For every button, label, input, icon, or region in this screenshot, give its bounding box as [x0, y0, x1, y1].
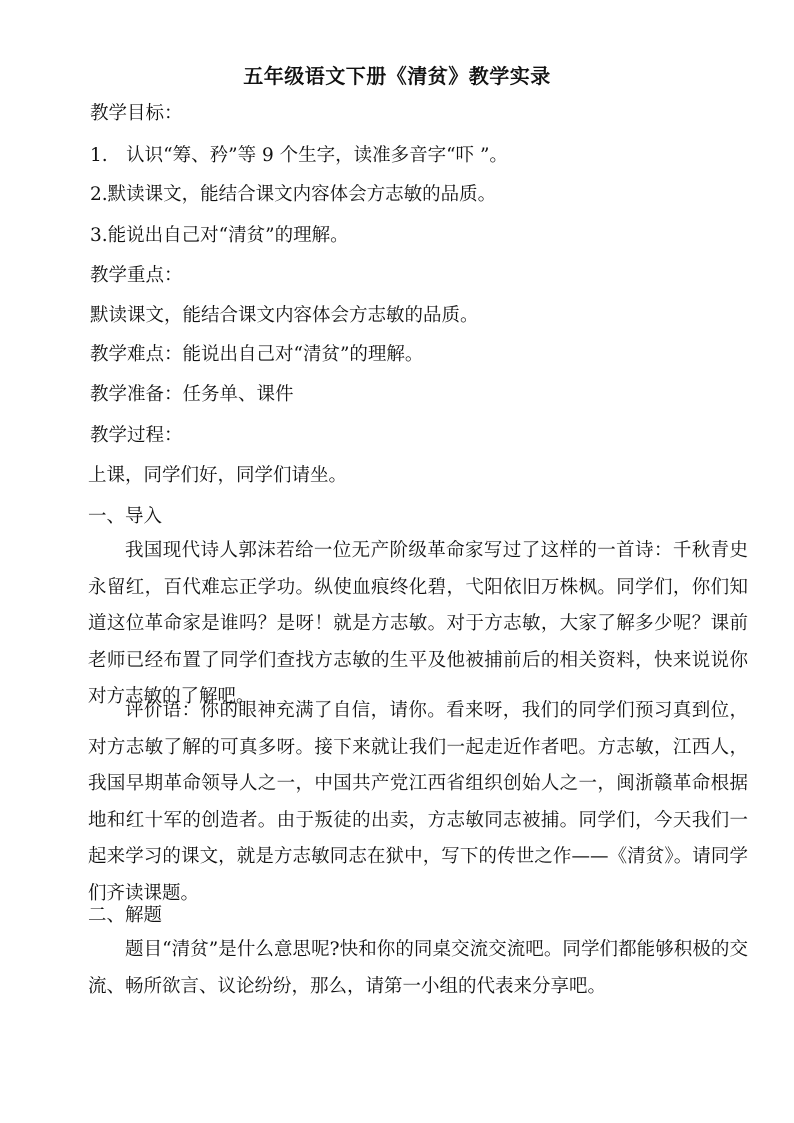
process-heading: 教学过程：	[90, 425, 183, 446]
objective-1: 1. 认识“筹、矜”等 9 个生字，读准多音字“吓 ”。	[90, 145, 508, 166]
objective-2: 2.默读课文，能结合课文内容体会方志敏的品质。	[90, 184, 497, 205]
evaluation-paragraph: 评价语：你的眼神充满了自信，请你。看来呀，我们的同学们预习真到位，对方志敏了解的可真多呀。接下来就让我们一起走近作者吧。方志敏，江西人，我国早期革命领导人之一，中国共产党江西省组织创始人之一，闽浙赣革命根据地和红十军的创造者。由于叛徒的出卖，方志敏同志被捕。同学们，今天我们一起来学习的课文，就是方志敏同志在狱中，写下的传世之作——《清贫》。请同学们齐读课题。	[88, 700, 748, 904]
objectives-heading: 教学目标：	[90, 103, 183, 124]
section-1-heading: 一、导入	[88, 506, 163, 527]
greeting-line: 上课，同学们好，同学们请坐。	[88, 465, 348, 486]
document-title: 五年级语文下册《清贫》教学实录	[243, 64, 551, 88]
section-2-heading: 二、解题	[88, 905, 163, 926]
difficulty-line: 教学难点：能说出自己对“清贫”的理解。	[90, 344, 424, 365]
intro-paragraph: 我国现代诗人郭沫若给一位无产阶级革命家写过了这样的一首诗：千秋青史永留红，百代难忘正学功。纵使血痕终化碧，弋阳依旧万株枫。同学们，你们知道这位革命家是谁吗？是呀！就是方志敏。对于方志敏，大家了解多少呢？课前老师已经布置了同学们查找方志敏的生平及他被捕前后的相关资料，快来说说你对方志敏的了解吧。	[88, 540, 748, 707]
key-points-heading: 教学重点：	[90, 265, 183, 286]
preparation-line: 教学准备：任务单、课件	[90, 384, 294, 405]
section-2-paragraph: 题目“清贫”是什么意思呢?快和你的同桌交流交流吧。同学们都能够积极的交流、畅所欲言、议论纷纷，那么，请第一小组的代表来分享吧。	[88, 939, 748, 997]
key-points-text: 默读课文，能结合课文内容体会方志敏的品质。	[90, 305, 479, 326]
objective-3: 3.能说出自己对“清贫”的理解。	[90, 225, 349, 246]
